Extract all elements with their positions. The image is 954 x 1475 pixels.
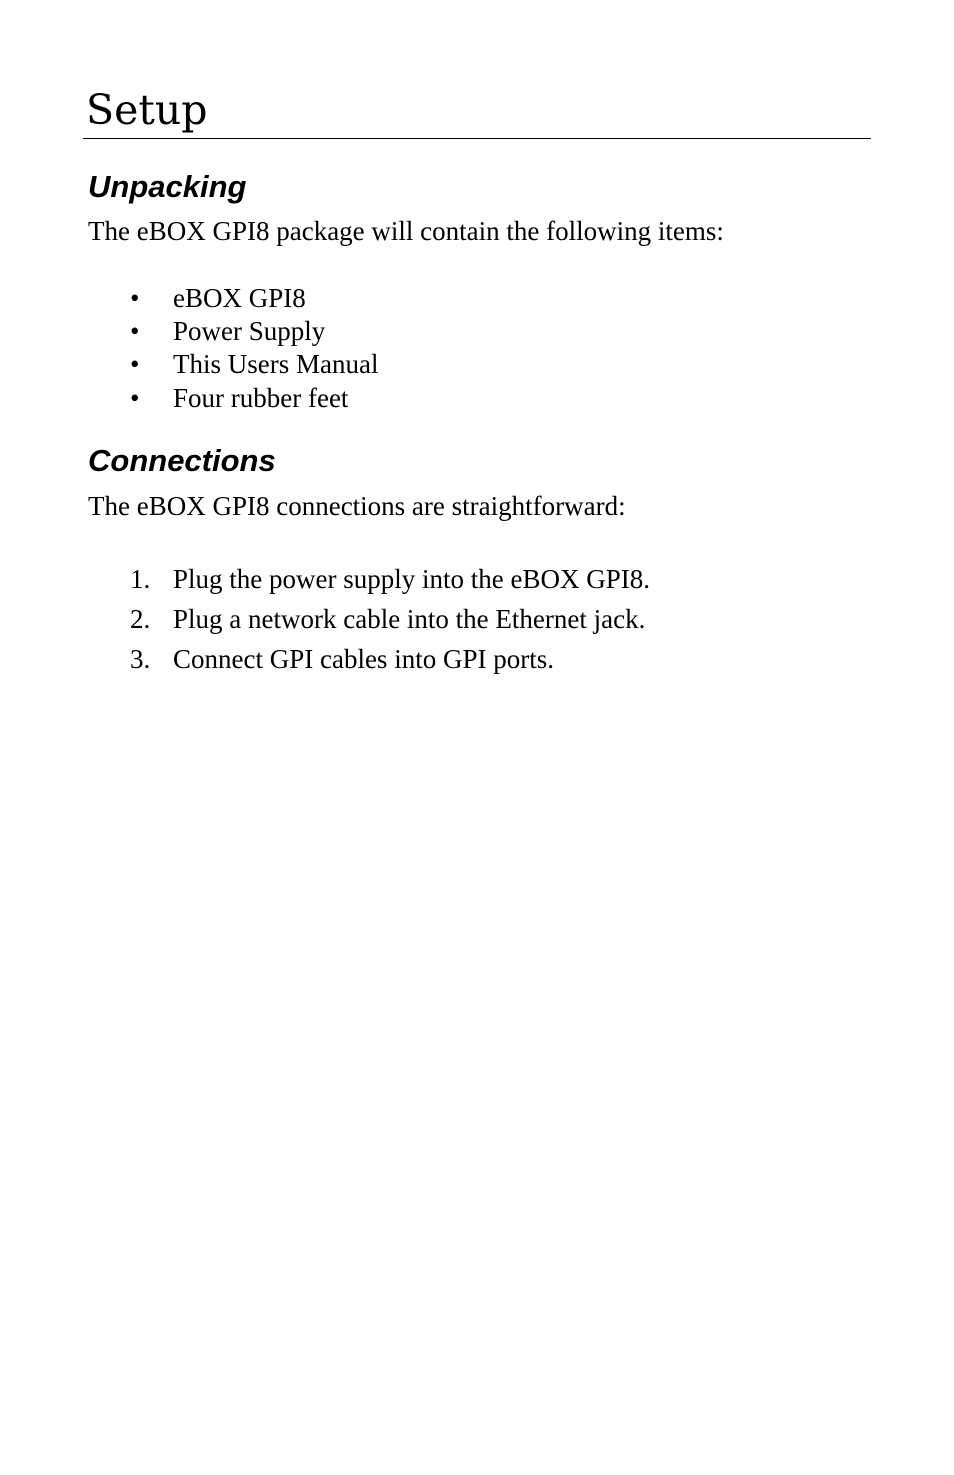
bullet-marker: •	[130, 349, 140, 379]
connections-heading: Connections	[88, 443, 276, 478]
step-text: Connect GPI cables into GPI ports.	[173, 644, 554, 674]
list-item-text: Power Supply	[173, 316, 326, 346]
list-item-text: This Users Manual	[173, 349, 379, 379]
step-number: 1.	[130, 564, 151, 594]
list-item-text: Four rubber feet	[173, 383, 349, 413]
step-text: Plug the power supply into the eBOX GPI8.	[173, 564, 650, 594]
step-number: 3.	[130, 644, 151, 674]
bullet-marker: •	[130, 283, 140, 313]
page-title: Setup	[86, 86, 208, 134]
unpacking-heading: Unpacking	[88, 169, 247, 204]
step-text: Plug a network cable into the Ethernet jack.	[173, 604, 646, 634]
connections-intro: The eBOX GPI8 connections are straightforward:	[88, 491, 626, 521]
step-number: 2.	[130, 604, 151, 634]
list-item-text: eBOX GPI8	[173, 283, 306, 313]
title-divider	[83, 138, 871, 139]
bullet-marker: •	[130, 383, 140, 413]
bullet-marker: •	[130, 316, 140, 346]
unpacking-intro: The eBOX GPI8 package will contain the following items:	[88, 216, 724, 246]
